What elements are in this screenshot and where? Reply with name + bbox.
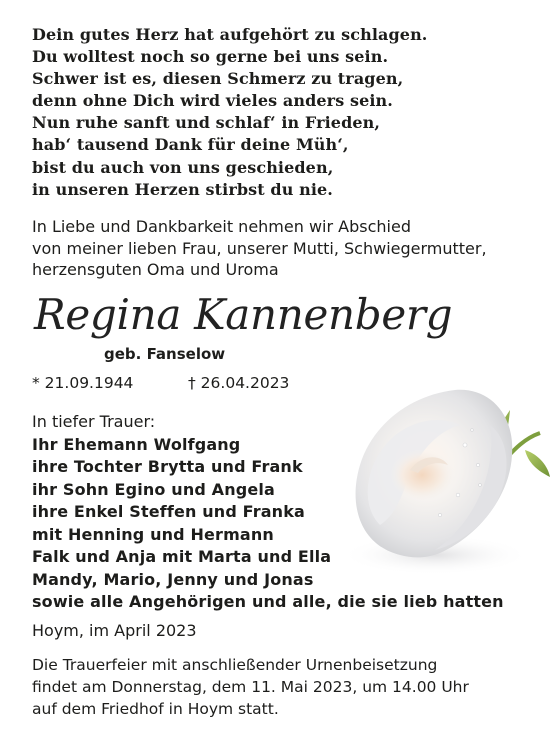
mourner-line: Mandy, Mario, Jenny und Jonas: [32, 569, 314, 589]
poem-line: Dein gutes Herz hat aufgehört zu schlagen.: [32, 25, 428, 44]
poem-line: bist du auch von uns geschieden,: [32, 157, 334, 177]
funeral-info: [32, 654, 469, 721]
deceased-name: Regina Kannenberg: [34, 290, 453, 339]
maiden-name: geb. Fanselow: [104, 345, 226, 363]
funeral-line: findet am Donnerstag, dem 11. Mai 2023, um 14.00 Uhr: [32, 678, 469, 697]
mourner-line: Falk und Anja mit Marta und Ella: [32, 547, 332, 566]
mourner-line: sowie alle Angehörigen und alle, die sie lieb hatten: [32, 592, 504, 611]
mourner-line: ihre Tochter Brytta und Frank: [32, 457, 303, 476]
poem-line: Schwer ist es, diesen Schmerz zu tragen,: [32, 69, 404, 89]
mourner-line: Ihr Ehemann Wolfgang: [32, 434, 241, 454]
intro-line: In Liebe und Dankbarkeit nehmen wir Abschied: [32, 217, 411, 236]
mourners-list: [32, 411, 504, 614]
funeral-line: Die Trauerfeier mit anschließender Urnenbeisetzung: [32, 656, 438, 674]
poem-line: hab‘ tausend Dank für deine Müh‘,: [32, 135, 349, 155]
poem-line: Nun ruhe sanft und schlaf‘ in Frieden,: [32, 113, 381, 133]
poem-line: Du wolltest noch so gerne bei uns sein.: [32, 47, 389, 67]
birth-date: * 21.09.1944: [32, 374, 134, 392]
intro-line: von meiner lieben Frau, unserer Mutti, Schwiegermutter,: [32, 238, 487, 258]
intro-line: herzensguten Oma und Uroma: [32, 260, 279, 279]
farewell-intro: [32, 216, 487, 281]
poem-line: denn ohne Dich wird vieles anders sein.: [32, 91, 393, 111]
mourner-line: ihr Sohn Egino und Angela: [32, 479, 275, 499]
mourners-intro: In tiefer Trauer:: [32, 412, 156, 431]
mourner-line: mit Henning und Hermann: [32, 524, 274, 544]
poem-line: in unseren Herzen stirbst du nie.: [32, 179, 333, 199]
funeral-line: auf dem Friedhof in Hoym statt.: [32, 700, 279, 719]
death-date: † 26.04.2023: [188, 374, 290, 392]
poem: [32, 24, 427, 201]
mourner-line: ihre Enkel Steffen und Franka: [32, 502, 305, 521]
place-date: Hoym, im April 2023: [32, 621, 197, 640]
